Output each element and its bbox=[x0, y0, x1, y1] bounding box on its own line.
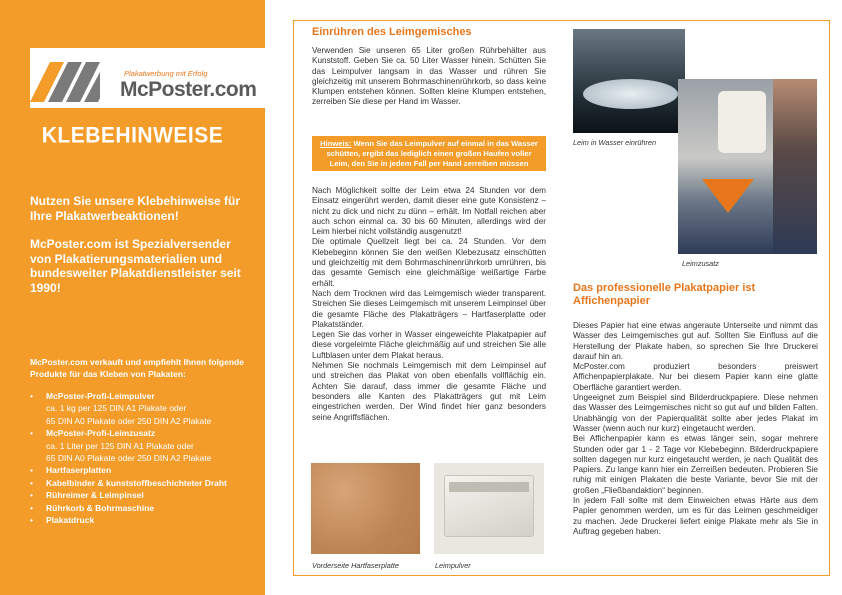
paper-paragraph: Ungeeignet zum Beispiel sind Bilderdruckpapiere. Diese nehmen das Wasser des Leimgemisches nicht so gut auf und bilden Falten. Unabhängig von der Papierqualität sollte aber jedes Plakat im Wasser (wenn auch nur kurz) eingetaucht werden. bbox=[573, 393, 818, 433]
list-item bbox=[30, 502, 262, 514]
product-name: • Rühreimer & Leimpinsel bbox=[46, 490, 144, 501]
list-item bbox=[30, 489, 262, 501]
paper-paragraph: Dieses Papier hat eine etwas angeraute Unterseite und nimmt das Wasser des Leimgemisches gut auf. Sollten Sie Einfluss auf die Herstellung der Plakate haben, so sprechen Sie Ihre Druckerei darauf hin an. bbox=[573, 321, 818, 361]
paper-paragraph: In jedem Fall sollte mit dem Einweichen etwas Härte aus dem Papier genommen werden, um es für das Leimen geschmeidiger zu machen. Jede Druckerei liefert einige Plakate mehr als Sie in Auftrag gegeben haben. bbox=[573, 496, 818, 536]
instructions-text bbox=[312, 186, 546, 423]
caption-hartfaser: Vorderseite Hartfaserplatte bbox=[312, 561, 399, 570]
canister-shape bbox=[718, 91, 766, 153]
product-list bbox=[30, 390, 262, 526]
wasser-photo bbox=[573, 29, 685, 133]
frame-line-bottom bbox=[293, 575, 830, 576]
product-detail: ca. 1 Liter per 125 DIN A1 Plakate oder bbox=[46, 440, 194, 451]
caption-wasser: Leim in Wasser einrühren bbox=[573, 138, 657, 147]
frame-line-top bbox=[293, 20, 830, 21]
products-intro: McPoster.com verkauft und empfiehlt Ihnen folgende Produkte für das Kleben von Plakaten: bbox=[30, 357, 244, 379]
product-name: • Plakatdruck bbox=[46, 515, 95, 526]
section-heading-paper: Das professionelle Plakatpapier ist Affichenpapier bbox=[573, 282, 756, 307]
product-name: • Hartfaserplatten bbox=[46, 465, 112, 476]
product-detail: ca. 1 kg per 125 DIN A1 Plakate oder bbox=[46, 403, 187, 414]
hint-label: Hinweis: bbox=[320, 139, 352, 148]
intro-line: McPoster.com ist Spezialversender von Plakatierungsmaterialien und bundesweiter Plakatdienstleister seit 1990! bbox=[30, 237, 241, 295]
list-item bbox=[30, 477, 262, 489]
hint-text: Wenn Sie das Leimpulver auf einmal in das Wasser schütten, ergibt das lediglich einen großen Haufen voller Leim, den Sie in jedem Fall per Hand zerreiben müssen bbox=[326, 139, 538, 168]
zusatz-photo bbox=[678, 79, 817, 254]
caption-leimpulver: Leimpulver bbox=[435, 561, 471, 570]
instruction-paragraph: Nach dem Trocknen wird das Leimgemisch wieder transparent. Streichen Sie dieses Leimgemisch mit unserem Leimpinsel über die gesamte Fläche des Plakatträgers – Hartfaserplatte oder Plakatständer. bbox=[312, 288, 546, 329]
instruction-paragraph: Nach Möglichkeit sollte der Leim etwa 24 Stunden vor dem Einsatz eingerührt werden, damit dieser eine gute Konsistenz – nicht zu dick und nicht zu dünn – erhält. Im Notfall reichen aber auch schon einmal ca. 30 bis 60 Minuten, allerdings wird der Leim hierbei nicht vollständig ausgenutzt! bbox=[312, 186, 546, 237]
instruction-paragraph: Legen Sie das vorher in Wasser eingeweichte Plakatpapier auf diese vorgeleimte Fläche gleichmäßig auf und streichen Sie alle Luftblasen unter dem Plakat heraus. bbox=[312, 330, 546, 360]
logo[interactable] bbox=[30, 48, 265, 108]
instruction-paragraph: Die optimale Quellzeit liegt bei ca. 24 Stunden. Vor dem Klebebeginn können Sie den weißen Klebezusatz einschütten und gleichzeitig mit dem Bohrmaschinenrührkorb umrühren, bis das gesamte Gemisch eine gleichmäßige weißartige Farbe erhält. bbox=[312, 237, 546, 288]
product-name: • Rührkorb & Bohrmaschine bbox=[46, 502, 155, 513]
list-item bbox=[30, 427, 262, 464]
funnel-shape bbox=[702, 179, 754, 213]
paper-paragraph: Bei Affichenpapier kann es etwas länger sein, sogar mehrere Stunden oder gar 1 - 2 Tage vor Klebebeginn. Bilderdruckpapiere sollten dagegen nur kurz eingetaucht werden, je nach Qualität des Papiers. Zu lange kann hier ein Zerreißen bedeuten. Probieren Sie ruhig mit einigen Plakaten die beste Variante, bevor Sie mit der großen „Fließbandaktion“ beginnen. bbox=[573, 434, 818, 495]
leim-bag-shape bbox=[444, 475, 534, 537]
intro-text bbox=[30, 194, 255, 295]
list-item bbox=[30, 514, 262, 526]
product-name: • McPoster-Profi-Leimpulver bbox=[46, 391, 155, 401]
person-shape bbox=[773, 79, 817, 254]
mixing-paragraph: Verwenden Sie unseren 65 Liter großen Rührbehälter aus Kunststoff. Geben Sie ca. 50 Liter Wasser hinein. Schütten Sie das Leimpulver langsam in das Wasser und rühren Sie gleichzeitig mit unserem Bohrmaschinenrührkorb, so dass keine Klumpen entstehen können. Sollten kleine Klumpen entstehen, zerreiben Sie diese per Hand im Wasser. bbox=[312, 46, 546, 107]
leim-bag-seam bbox=[449, 482, 529, 492]
product-name: • Kabelbinder & kunststoffbeschichteter Draht bbox=[46, 477, 227, 488]
paper-text bbox=[573, 321, 818, 537]
left-panel bbox=[0, 0, 265, 595]
section-heading-mixing: Einrühren des Leimgemisches bbox=[312, 26, 472, 38]
intro-line: Nutzen Sie unsere Klebehinweise für Ihre Plakatwerbeaktionen! bbox=[30, 194, 241, 223]
instruction-paragraph: Nehmen Sie nochmals Leimgemisch mit dem Leimpinsel auf und streichen das Plakat von oben ebenfalls vollflächig ein. Achten Sie darauf, dass immer die gesamte Fläche und besonders alle Kanten des Plakatträgers gut mit Leim eingestrichen werden. Der Wind findet hier ganz besonders seine Angriffsflächen. bbox=[312, 361, 546, 422]
page-title: KLEBEHINWEISE bbox=[41, 123, 224, 148]
product-detail: 65 DIN A0 Plakate oder 250 DIN A2 Plakate bbox=[46, 415, 212, 426]
hartfaser-photo bbox=[311, 463, 420, 554]
frame-line-right bbox=[829, 20, 830, 575]
list-item bbox=[30, 390, 262, 427]
caption-zusatz: Leimzusatz bbox=[682, 259, 719, 268]
logo-tagline: Plakatwerbung mit Erfolg bbox=[124, 69, 208, 78]
hint-box bbox=[312, 136, 546, 171]
product-name: • McPoster-Profi-Leimzusatz bbox=[46, 428, 156, 439]
product-detail: 65 DIN A0 Plakate oder 250 DIN A2 Plakate bbox=[46, 453, 212, 464]
list-item bbox=[30, 464, 262, 476]
wasser-foam-shape bbox=[583, 79, 678, 109]
frame-line-left bbox=[293, 20, 294, 575]
paper-paragraph: McPoster.com produziert besonders preiswert Affichenpapierplakate. Nur bei diesem Papier kann eine glatte Oberfläche garantiert werden. bbox=[573, 362, 818, 392]
leimpulver-photo bbox=[434, 463, 544, 554]
logo-name: McPoster.com bbox=[120, 78, 257, 101]
logo-stripes-icon bbox=[30, 62, 100, 102]
